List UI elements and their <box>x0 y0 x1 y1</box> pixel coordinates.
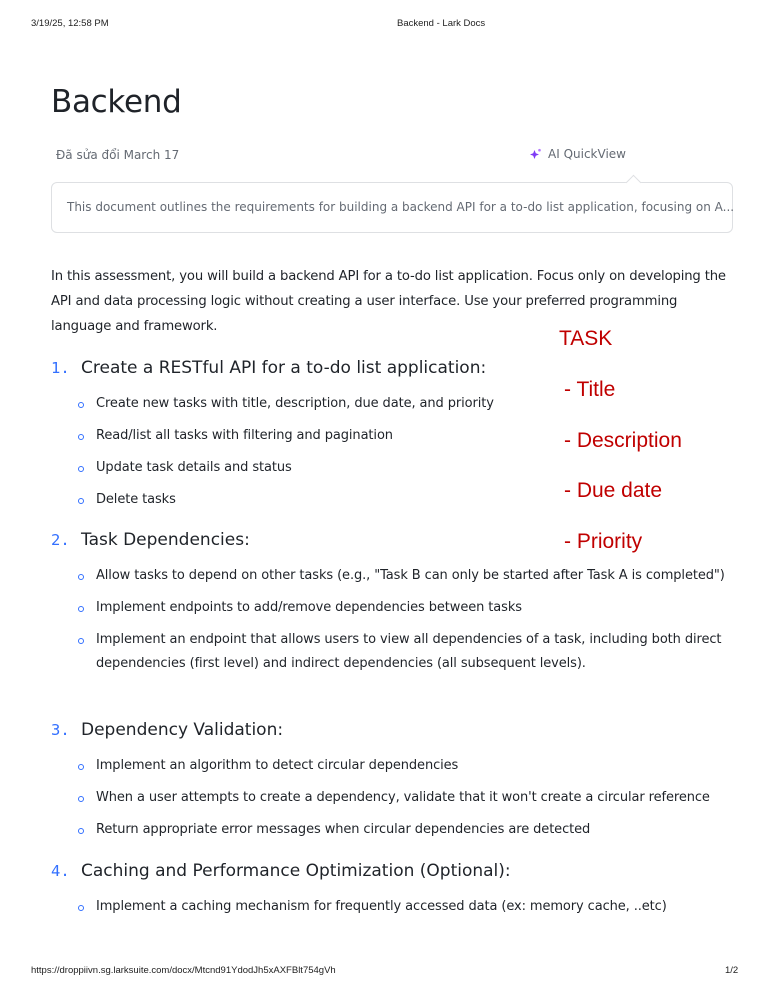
annotation-task-title: TASK <box>559 327 613 350</box>
bullet-list <box>51 895 741 919</box>
section-number: 4. <box>51 862 70 880</box>
document-title: Backend <box>51 84 182 120</box>
section-number: 1. <box>51 359 70 377</box>
list-item: Update task details and status <box>51 456 741 480</box>
print-datetime: 3/19/25, 12:58 PM <box>31 18 109 29</box>
list-item: Implement an algorithm to detect circular dependencies <box>51 754 741 778</box>
annotation-field-priority: - Priority <box>564 530 643 553</box>
print-url: https://droppiivn.sg.larksuite.com/docx/Mtcnd91YdodJh5xAXFBlt754gVh <box>31 965 336 976</box>
bullet-icon <box>78 796 84 802</box>
edited-label: Đã sửa đổi March 17 <box>56 148 180 162</box>
section-heading <box>51 861 741 887</box>
list-item: Create new tasks with title, description, due date, and priority <box>51 392 741 416</box>
ai-summary-text: This document outlines the requirements for building a backend API for a to-do list application, focusing on A... <box>67 200 735 214</box>
section-heading <box>51 720 741 746</box>
bullet-list <box>51 754 741 842</box>
list-item: Read/list all tasks with filtering and pagination <box>51 424 741 448</box>
bullet-icon <box>78 498 84 504</box>
section-title: Dependency Validation: <box>81 720 284 740</box>
annotation-field-due-date: - Due date <box>564 479 663 502</box>
section-title: Caching and Performance Optimization (Optional): <box>81 861 511 881</box>
bullet-list <box>51 564 741 676</box>
print-page-title: Backend - Lark Docs <box>397 18 486 29</box>
list-item: When a user attempts to create a dependency, validate that it won't create a circular reference <box>51 786 741 810</box>
list-item: Implement endpoints to add/remove dependencies between tasks <box>51 596 741 620</box>
bullet-icon <box>78 828 84 834</box>
annotation-field-description: - Description <box>564 429 682 452</box>
section-title: Create a RESTful API for a to-do list application: <box>81 358 487 378</box>
bullet-icon <box>78 764 84 770</box>
list-item: Delete tasks <box>51 488 741 512</box>
page-number: 1/2 <box>725 965 739 976</box>
bullet-icon <box>78 402 84 408</box>
section-heading <box>51 358 741 384</box>
bullet-icon <box>78 434 84 440</box>
list-item: Return appropriate error messages when circular dependencies are detected <box>51 818 741 842</box>
intro-paragraph: In this assessment, you will build a backend API for a to-do list application. Focus only on developing the API and data processing logic without creating a user interface. Use your preferred programming language and framework. <box>51 269 726 334</box>
bullet-icon <box>78 466 84 472</box>
section-number: 2. <box>51 531 70 549</box>
section-title: Task Dependencies: <box>81 530 250 550</box>
ai-summary-box[interactable] <box>51 182 733 233</box>
list-item: Allow tasks to depend on other tasks (e.g., "Task B can only be started after Task A is completed") <box>51 564 741 588</box>
section-3 <box>51 720 741 842</box>
bullet-icon <box>78 574 84 580</box>
list-item: Implement a caching mechanism for frequently accessed data (ex: memory cache, ..etc) <box>51 895 741 919</box>
ai-quickview-button[interactable] <box>529 147 626 161</box>
sparkle-icon <box>529 148 542 161</box>
summary-caret <box>626 175 642 191</box>
section-4 <box>51 861 741 919</box>
bullet-icon <box>78 606 84 612</box>
list-item: Implement an endpoint that allows users to view all dependencies of a task, including both direct dependencies (first level) and indirect dependencies (all subsequent levels). <box>51 628 741 676</box>
bullet-icon <box>78 905 84 911</box>
annotation-field-title: - Title <box>564 378 616 401</box>
ai-quickview-label: AI QuickView <box>548 147 626 161</box>
section-number: 3. <box>51 721 70 739</box>
bullet-icon <box>78 638 84 644</box>
